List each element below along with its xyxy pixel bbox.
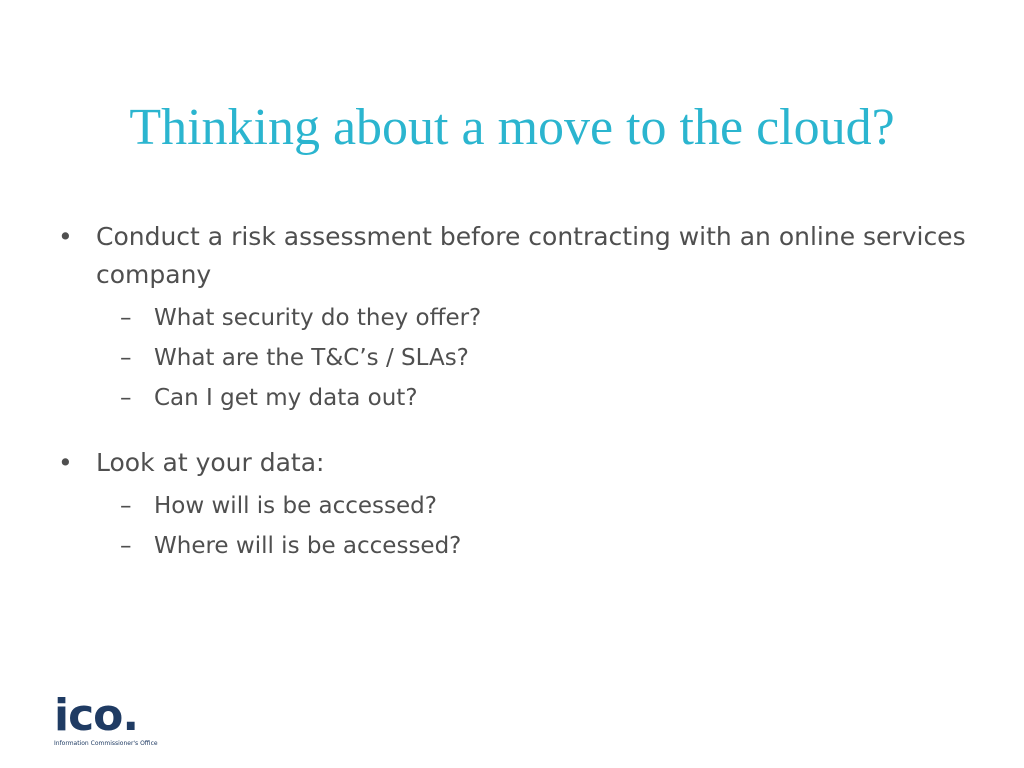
sub-list: [58, 298, 988, 418]
spacer: [58, 418, 988, 444]
sub-marker: –: [120, 533, 132, 559]
sub-text: How will is be accessed?: [154, 493, 437, 519]
sub-item: [58, 526, 988, 566]
slide-title: Thinking about a move to the cloud?: [129, 99, 895, 156]
sub-text: Can I get my data out?: [154, 385, 418, 411]
bullet-text: Conduct a risk assessment before contracting with an online services company: [96, 222, 966, 289]
sub-marker: –: [120, 385, 132, 411]
bullet-list: [58, 218, 988, 566]
sub-marker: –: [120, 305, 132, 331]
sub-list: [58, 486, 988, 566]
bullet-item: [58, 444, 988, 482]
sub-marker: –: [120, 345, 132, 371]
bullet-item: [58, 218, 988, 294]
sub-item: [58, 486, 988, 526]
sub-item: [58, 378, 988, 418]
bullet-marker: •: [58, 222, 73, 251]
sub-text: What are the T&C’s / SLAs?: [154, 345, 469, 371]
bullet-text: Look at your data:: [96, 448, 325, 477]
sub-text: Where will is be accessed?: [154, 533, 462, 559]
sub-item: [58, 338, 988, 378]
logo-subtitle: Information Commissioner's Office: [54, 740, 158, 747]
sub-text: What security do they offer?: [154, 305, 482, 331]
sub-marker: –: [120, 493, 132, 519]
ico-logo: [54, 690, 184, 754]
sub-item: [58, 298, 988, 338]
bullet-marker: •: [58, 448, 73, 477]
logo-wordmark: ico.: [54, 690, 139, 741]
